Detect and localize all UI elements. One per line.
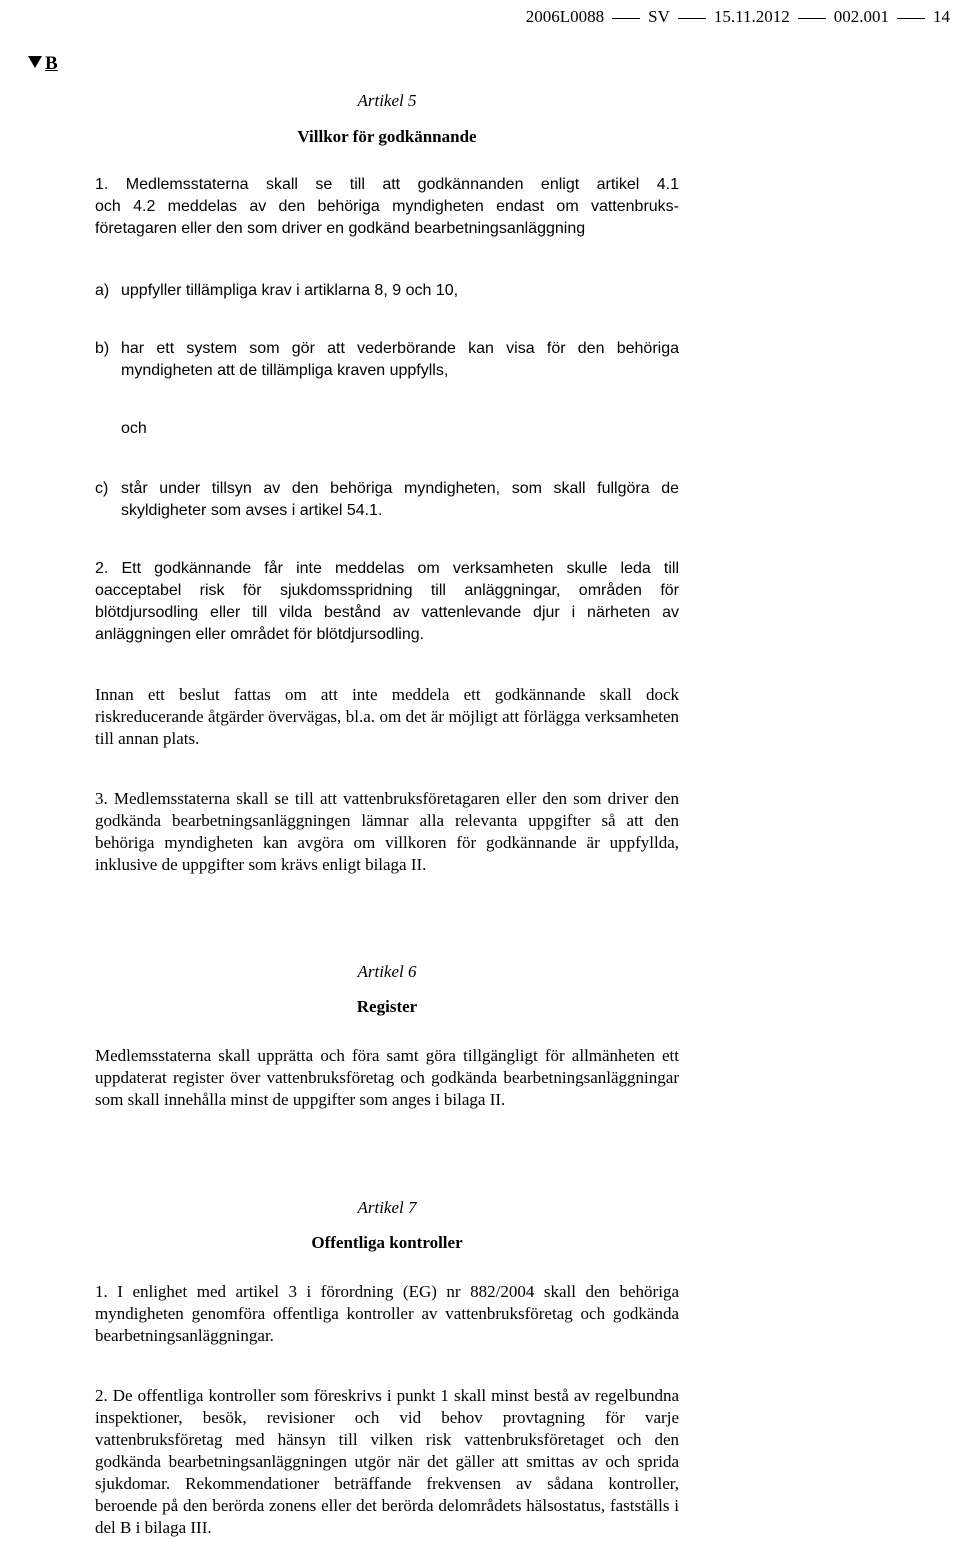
article-5-heading: Artikel 5	[357, 91, 417, 110]
list-item-b	[95, 338, 679, 382]
article-5-paragraph-2: 2. Ett godkännande får inte meddelas om verksamheten skulle leda till oacceptabel risk för sjukdomsspridning till anläggningar, områden för blötdjursodling eller till vilda bestånd av vattenlevande djur i närheten av anläggningen eller området för blötdjursodling.	[95, 560, 679, 643]
header-separator	[678, 18, 706, 19]
page-header	[526, 6, 950, 28]
paragraph-1-first-line: 1. Medlemsstaterna skall se till att godkännanden enligt artikel 4.1	[95, 176, 679, 193]
page-number: 14	[933, 7, 950, 26]
header-separator	[798, 18, 826, 19]
list-item-a	[95, 280, 679, 302]
doc-version: 002.001	[833, 7, 889, 26]
conjunction-och: och	[121, 420, 147, 437]
article-7-paragraph-2: 2. De offentliga kontroller som föreskrivs i punkt 1 skall minst bestå av regelbundna inspektioner, besök, revisioner och vid behov provtagning för varje vattenbruksföretag med hänsyn till vilken risk vattenbruksföretaget och den godkända bearbetningsanläggningen utgör när det gäller att smittas av och sprida sjukdomar. Rekommendationer beträffande frekvensen av sådana kontroller, beroende på den berörda zonens eller det berörda delområdets hälsostatus, fastställs i del B i bilaga III.	[95, 1386, 679, 1537]
amendment-marker	[28, 53, 58, 75]
article-5-title: Villkor för godkännande	[297, 127, 477, 146]
paragraph-1-continuation: och 4.2 meddelas av den behöriga myndigheten endast om vattenbruksföretagaren eller den som driver en godkänd bearbetningsanläggning	[95, 198, 679, 237]
article-5-paragraph-3: 3. Medlemsstaterna skall se till att vattenbruksföretagaren eller den som driver den godkända bearbetningsanläggningen lämnar alla relevanta uppgifter så att den behöriga myndigheten kan avgöra om villkoren för godkännande är uppfyllda, inklusive de uppgifter som krävs enligt bilaga II.	[95, 789, 679, 874]
header-separator	[612, 18, 640, 19]
article-7-heading: Artikel 7	[357, 1198, 417, 1217]
article-7-paragraph-1: 1. I enlighet med artikel 3 i förordning (EG) nr 882/2004 skall den behöriga myndigheten genomföra offentliga kontroller av vattenbruksföretag och godkända bearbetningsanläggningar.	[95, 1282, 679, 1345]
list-item-label: a)	[95, 282, 110, 299]
doc-id: 2006L0088	[525, 7, 605, 26]
list-item-text: uppfyller tillämpliga krav i artiklarna 8, 9 och 10,	[121, 282, 459, 299]
header-separator	[897, 18, 925, 19]
article-6-paragraph-1: Medlemsstaterna skall upprätta och föra samt göra tillgängligt för allmänheten ett uppdaterat register över vattenbruksföretag och godkända bearbetningsanläggningar som skall innehålla minst de uppgifter som anges i bilaga II.	[95, 1046, 679, 1109]
article-6-title: Register	[356, 997, 418, 1016]
article-7-title: Offentliga kontroller	[311, 1233, 463, 1252]
list-item-text: har ett system som gör att vederbörande kan visa för den behöriga myndigheten att de tillämpliga kraven uppfylls,	[121, 340, 679, 379]
amendment-marker-letter: B	[45, 53, 58, 74]
doc-date: 15.11.2012	[713, 7, 790, 26]
list-item-label: b)	[95, 340, 110, 357]
list-item-text: står under tillsyn av den behöriga myndigheten, som skall fullgöra de skyldigheter som avses i artikel 54.1.	[121, 480, 679, 519]
triangle-down-icon	[28, 56, 42, 68]
list-item-label: c)	[95, 480, 109, 497]
article-5-paragraph-2b: Innan ett beslut fattas om att inte meddela ett godkännande skall dock riskreducerande åtgärder övervägas, bl.a. om det är möjligt att förlägga verksamheten till annan plats.	[95, 685, 679, 748]
doc-language: SV	[648, 7, 670, 26]
article-6-heading: Artikel 6	[357, 962, 417, 981]
list-item-c	[95, 478, 679, 522]
article-5-paragraph-1	[95, 174, 679, 240]
